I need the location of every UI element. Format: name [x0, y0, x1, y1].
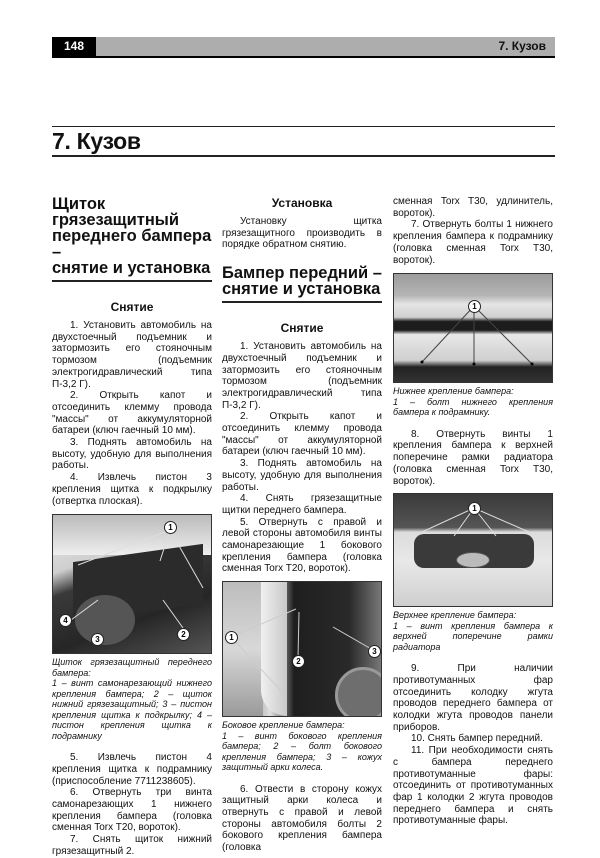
step-paragraph: 4. Снять грязезащитные щитки переднего бампера.	[222, 493, 382, 516]
callout-3: 3	[368, 645, 381, 658]
subheading-installation: Установка	[271, 196, 333, 210]
figure-upper-mount-photo	[393, 493, 553, 607]
figure-mudguard-photo	[52, 514, 212, 654]
step-paragraph: 10. Снять бампер передний.	[411, 733, 543, 745]
figure-caption	[393, 610, 553, 652]
section-title-front-bumper	[222, 265, 382, 303]
step-paragraph: 7. Отвернуть болты 1 нижнего крепления бампера к подрамнику (головка сменная Torx T30, вороток).	[393, 219, 553, 266]
caption-body: 1 – винт крепления бампера к верхней поперечине рамки радиатора	[393, 620, 553, 652]
figure-caption	[52, 657, 212, 741]
caption-title: Щиток грязезащитный переднего бампера:	[52, 657, 212, 678]
step-paragraph: 6. Отвести в сторону кожух защитный арки колеса и отвернуть с правой и левой стороны автомобиля болты 2 бокового крепления бампера (головка	[222, 783, 382, 854]
subheading-removal: Снятие	[280, 321, 324, 336]
caption-title: Нижнее крепление бампера:	[393, 386, 514, 397]
section-title-mudguard	[52, 196, 212, 282]
step-paragraph: 4. Извлечь пистон 3 крепления щитка к подкрылку (отвертка плоская).	[52, 472, 212, 507]
figure-lower-mount-photo	[393, 273, 553, 383]
install-paragraph: Установку щитка грязезащитного производить в порядке обратном снятию.	[222, 216, 382, 251]
title-line: Щиток	[52, 195, 106, 213]
callout-4: 4	[59, 614, 72, 627]
step-paragraph: 11. При необходимости снять с бампера переднего противотуманные фары: отсоединить от противотуманных фар 1 колодки 2 жгута проводов переднего бампера и снять противотуманные фары.	[393, 745, 553, 827]
callout-3: 3	[91, 633, 104, 646]
figure-caption	[393, 386, 553, 418]
caption-body: 1 – винт бокового крепления бампера; 2 – болт бокового крепления бампера; 3 – кожух защитный арки колеса.	[222, 730, 382, 773]
callout-lines	[394, 274, 552, 382]
figure-caption	[222, 720, 382, 773]
step-paragraph: 6. Отвернуть три винта самонарезающих 1 нижнего крепления бампера (головка сменная Torx T20, вороток).	[52, 787, 212, 834]
running-header	[52, 37, 555, 58]
step-paragraph: 1. Установить автомобиль на двухстоечный подъемник и затормозить его стояночным тормозом (подъемник электрогидравлический типа П-3,2 Г).	[222, 341, 382, 411]
running-section-title: 7. Кузов	[498, 39, 546, 53]
step-paragraph: 9. При наличии противотуманных фар отсоединить колодку жгута проводов переднего бампера от колодки жгута проводов панели приборов.	[393, 663, 553, 733]
step-paragraph: 1. Установить автомобиль на двухстоечный подъемник и затормозить его стояночным тормозом (подъемник электрогидравлический типа П-3,2 Г).	[52, 320, 212, 390]
chapter-title: 7. Кузов	[52, 128, 141, 154]
caption-body: 1 – болт нижнего крепления бампера к подрамнику.	[393, 396, 553, 418]
column-3	[393, 196, 553, 827]
step-paragraph: 2. Открыть капот и отсоединить клемму провода "массы" от аккумуляторной батареи (ключ гаечный 10 мм).	[52, 390, 212, 437]
callout-2: 2	[292, 655, 305, 668]
callout-1: 1	[164, 521, 177, 534]
step-paragraph: 8. Отвернуть винты 1 крепления бампера к верхней поперечине рамки радиатора (головка сменная Torx T30, вороток).	[393, 428, 553, 487]
callout-lines	[223, 582, 381, 716]
title-line: снятие и установка	[52, 259, 211, 277]
figure-side-mount-photo	[222, 581, 382, 717]
step-paragraph: 3. Поднять автомобиль на высоту, удобную для выполнения работы.	[52, 437, 212, 472]
callout-2: 2	[177, 628, 190, 641]
callout-1: 1	[468, 300, 481, 313]
page-number: 148	[52, 37, 96, 56]
column-2	[222, 196, 382, 854]
title-line: снятие и установка	[222, 280, 381, 299]
step-paragraph: 3. Поднять автомобиль на высоту, удобную для выполнения работы.	[222, 458, 382, 493]
caption-title: Верхнее крепление бампера:	[393, 610, 517, 621]
title-line: грязезащитный	[52, 211, 180, 229]
caption-body: 1 – винт самонарезающий нижнего крепления бампера; 2 – щиток нижний грязезащитный; 3 – пистон крепления щитка к подкрылку; 4 – пистон крепления щитка к подрамнику	[52, 678, 212, 741]
step-paragraph: 2. Открыть капот и отсоединить клемму провода "массы" от аккумуляторной батареи (ключ гаечный 10 мм).	[222, 411, 382, 458]
column-1	[52, 196, 212, 858]
step-paragraph: 5. Извлечь пистон 4 крепления щитка к подрамнику (приспособление 7711238605).	[52, 752, 212, 787]
caption-title: Боковое крепление бампера:	[222, 720, 345, 731]
step-paragraph: 7. Снять щиток нижний грязезащитный 2.	[52, 834, 212, 857]
step-paragraph-continued: сменная Torx T30, удлинитель, вороток).	[393, 196, 553, 219]
step-paragraph: 5. Отвернуть с правой и левой стороны автомобиля винты самонарезающие 1 бокового крепления бампера (головка сменная Torx T20, вороток).	[222, 516, 382, 575]
subheading-removal: Снятие	[110, 300, 154, 314]
callout-1: 1	[468, 502, 481, 515]
title-line: переднего бампера –	[52, 227, 212, 261]
chapter-title-block	[52, 126, 555, 157]
callout-1: 1	[225, 631, 238, 644]
title-line: Бампер передний –	[222, 264, 382, 283]
